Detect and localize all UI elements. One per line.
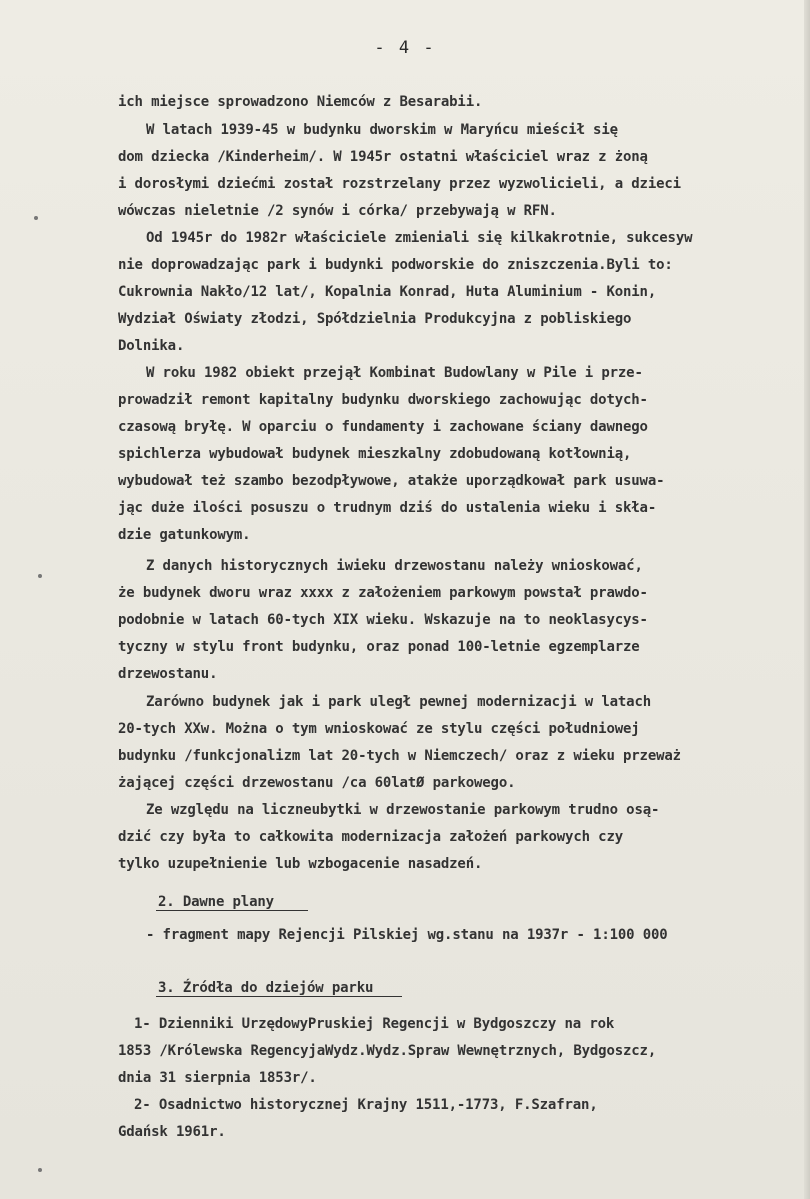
text-line: nie doprowadzając park i budynki podworskie do zniszczenia.Byli to: [118,257,673,273]
page-number: - 4 - [374,38,436,58]
text-line: tyczny w stylu front budynku, oraz ponad 100-letnie egzemplarze [118,639,640,655]
text-line: czasową bryłę. W oparciu o fundamenty i zachowane ściany dawnego [118,419,648,435]
text-line: budynku /funkcjonalizm lat 20-tych w Niemczech/ oraz z wieku przeważ [118,748,681,764]
text-line: Wydział Oświaty złodzi, Spółdzielnia Produkcyjna z pobliskiego [118,311,632,327]
margin-mark [38,1168,42,1172]
text-line: spichlerza wybudował budynek mieszkalny zdobudowaną kotłownią, [118,446,632,462]
text-line: Z danych historycznych iwieku drzewostanu należy wnioskować, [146,558,643,574]
text-line: 1853 /Królewska RegencyjaWydz.Wydz.Spraw Wewnętrznych, Bydgoszcz, [118,1043,657,1059]
text-line: wybudował też szambo bezodpływowe, atakże uporządkował park usuwa- [118,473,665,489]
text-line: tylko uzupełnienie lub wzbogacenie nasadzeń. [118,856,483,872]
text-line: W latach 1939-45 w budynku dworskim w Maryńcu mieścił się [146,122,618,138]
text-line: - fragment mapy Rejencji Pilskiej wg.stanu na 1937r - 1:100 000 [146,927,668,943]
text-line: Cukrownia Nakło/12 lat/, Kopalnia Konrad, Huta Aluminium - Konin, [118,284,657,300]
margin-mark [38,574,42,578]
heading-underline [156,910,308,911]
text-line: prowadził remont kapitalny budynku dworskiego zachowując dotych- [118,392,648,408]
text-line: Gdańsk 1961r. [118,1124,226,1140]
text-line: żającej części drzewostanu /ca 60latØ parkowego. [118,775,516,791]
text-line: Dolnika. [118,338,185,354]
heading-underline [156,996,402,997]
text-line: drzewostanu. [118,666,218,682]
text-line: Zarówno budynek jak i park uległ pewnej modernizacji w latach [146,694,652,710]
text-line: i dorosłymi dziećmi został rozstrzelany przez wyzwolicieli, a dzieci [118,176,681,192]
text-line: dzić czy była to całkowita modernizacja założeń parkowych czy [118,829,624,845]
text-line: dzie gatunkowym. [118,527,251,543]
text-line: W roku 1982 obiekt przejął Kombinat Budowlany w Pile i prze- [146,365,643,381]
text-line: podobnie w latach 60-tych XIX wieku. Wskazuje na to neoklasycys- [118,612,648,628]
text-line: że budynek dworu wraz xxxx z założeniem parkowym powstał prawdo- [118,585,648,601]
text-line: dnia 31 sierpnia 1853r/. [118,1070,317,1086]
margin-mark [34,216,38,220]
text-line: dom dziecka /Kinderheim/. W 1945r ostatni właściciel wraz z żoną [118,149,648,165]
text-line: 1- Dzienniki UrzędowyPruskiej Regencji w Bydgoszczy na rok [134,1016,615,1032]
text-line: 20-tych XXw. Można o tym wnioskować ze stylu części południowej [118,721,640,737]
text-line: wówczas nieletnie /2 synów i córka/ przebywają w RFN. [118,203,557,219]
text-line: Ze względu na liczneubytki w drzewostanie parkowym trudno osą- [146,802,660,818]
text-line: Od 1945r do 1982r właściciele zmieniali się kilkakrotnie, sukcesyw [146,230,693,246]
page-edge-shadow [804,0,810,1199]
section-heading: 3. Źródła do dziejów parku [158,980,374,996]
section-heading: 2. Dawne plany [158,894,274,910]
text-line: jąc duże ilości posuszu o trudnym dziś do ustalenia wieku i skła- [118,500,657,516]
text-line: ich miejsce sprowadzono Niemców z Besarabii. [118,94,483,110]
text-line: 2- Osadnictwo historycznej Krajny 1511,-1773, F.Szafran, [134,1097,598,1113]
